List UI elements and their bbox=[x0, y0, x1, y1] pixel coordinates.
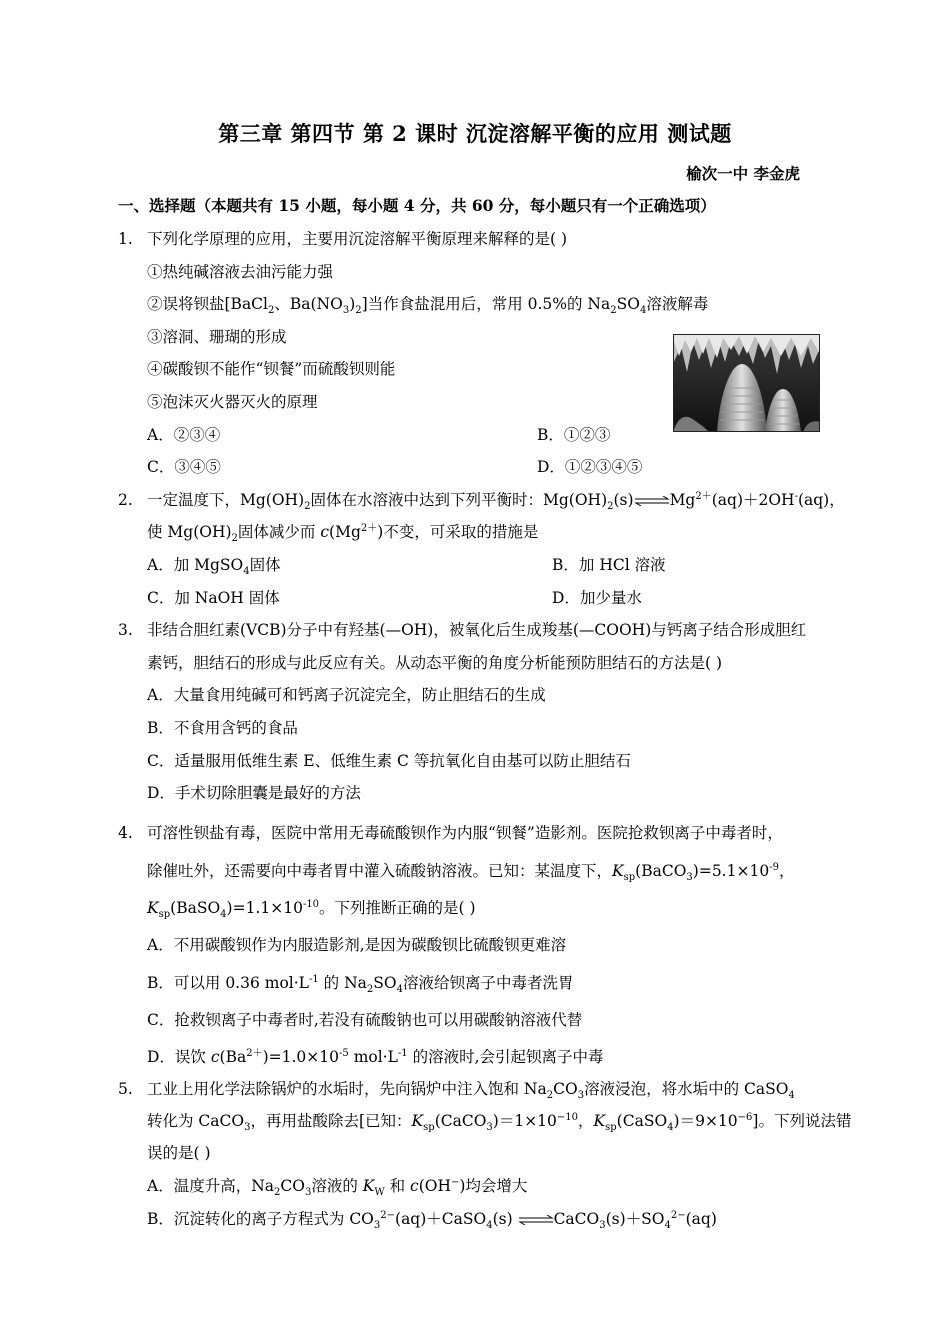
option-c: C．抢救钡离子中毒者时,若没有硫酸钠也可以用碳酸钠溶液代替 bbox=[147, 1011, 583, 1029]
equilibrium-arrow-icon bbox=[518, 1215, 554, 1225]
option-a: A．加 MgSO$_4$固体 bbox=[147, 556, 281, 578]
question-number: 3. bbox=[118, 621, 133, 639]
statement-item: ⑤泡沫灭火器灭火的原理 bbox=[147, 393, 318, 411]
question-stem: 一定温度下，$Mg(OH)_2$固体在水溶液中达到下列平衡时：$Mg(OH)_2(s)$ $Mg^{2+}(aq)+2OH^-(aq)$， bbox=[147, 490, 845, 513]
statement-item: ④碳酸钡不能作“钡餐”而硫酸钡则能 bbox=[147, 360, 396, 378]
option-a: A．温度升高，$Na_2CO_3$溶液的 $K_W$ 和 c(OH−)均会增大 bbox=[147, 1176, 528, 1199]
equilibrium-arrow-icon bbox=[634, 496, 670, 506]
cave-stalactite-photo bbox=[673, 334, 820, 432]
option-d: D．手术切除胆囊是最好的方法 bbox=[147, 784, 361, 802]
question-stem: 工业上用化学法除锅炉的水垢时，先向锅炉中注入饱和 $Na_2CO_3$溶液浸泡，将水垢中的 CaSO$_4$ bbox=[147, 1080, 795, 1102]
option-b: B．沉淀转化的离子方程式为 $CO_3^{2-}(aq)+CaSO_4(s)$ $CaCO_3(s)+SO_4^{2-}(aq)$ bbox=[147, 1209, 717, 1232]
question-stem-cont: 转化为 CaCO$_3$，再用盐酸除去[已知：$K_{sp}(CaCO_3)=1\times 10^{-10}$，$K_{sp}(CaSO_4)=9\times 10^{-6}$]。下列说法错 bbox=[147, 1111, 852, 1134]
question-stem-cont: 使 $Mg(OH)_2$固体减少而 $c(Mg^{2+})$不变，可采取的措施是 bbox=[147, 522, 539, 545]
question-stem: 非结合胆红素(VCB)分子中有羟基(—OH)，被氧化后生成羧基(—COOH)与钙离子结合形成胆红 bbox=[147, 621, 807, 639]
option-b: B．加 HCl 溶液 bbox=[552, 556, 666, 574]
option-c: C．适量服用低维生素 E、低维生素 C 等抗氧化自由基可以防止胆结石 bbox=[147, 752, 631, 770]
option-d: D．①②③④⑤ bbox=[537, 458, 643, 476]
question-stem: 可溶性钡盐有毒，医院中常用无毒硫酸钡作为内服“钡餐”造影剂。医院抢救钡离子中毒者时， bbox=[147, 824, 783, 842]
question-number: 5. bbox=[118, 1080, 133, 1098]
statement-item: ③溶洞、珊瑚的形成 bbox=[147, 328, 287, 346]
option-a: A．不用碳酸钡作为内服造影剂,是因为碳酸钡比硫酸钡更难溶 bbox=[147, 936, 567, 954]
option-a: A．大量食用纯碱可和钙离子沉淀完全，防止胆结石的生成 bbox=[147, 686, 546, 704]
option-c: C．加 NaOH 固体 bbox=[147, 589, 280, 607]
question-stem-cont: 素钙，胆结石的形成与此反应有关。从动态平衡的角度分析能预防胆结石的方法是( ) bbox=[147, 654, 723, 672]
option-d: D．误饮 $c(Ba^{2+})=1.0\times 10^{-5}$ $mol\cdot L^{-1}$ 的溶液时,会引起钡离子中毒 bbox=[147, 1047, 604, 1066]
question-stem-cont: 除催吐外，还需要向中毒者胃中灌入硫酸钠溶液。已知：某温度下，$K_{sp}(BaCO_3)=5.1\times 10^{-9}$， bbox=[147, 861, 795, 884]
author-line: 榆次一中 李金虎 bbox=[686, 164, 800, 183]
option-b: B．①②③ bbox=[537, 426, 611, 444]
statement-item: ①热纯碱溶液去油污能力强 bbox=[147, 263, 334, 281]
option-a: A．②③④ bbox=[147, 426, 221, 444]
option-c: C．③④⑤ bbox=[147, 458, 221, 476]
option-b: B．可以用 0.36 $mol\cdot L^{-1}$ 的 $Na_2SO_4$溶液给钡离子中毒者洗胃 bbox=[147, 973, 574, 996]
question-number: 1. bbox=[118, 230, 133, 248]
section-header: 一、选择题（本题共有 15 小题，每小题 4 分，共 60 分，每小题只有一个正确选项） bbox=[118, 196, 716, 215]
question-number: 2. bbox=[118, 491, 133, 509]
question-stem: 下列化学原理的应用，主要用沉淀溶解平衡原理来解释的是( ) bbox=[147, 230, 568, 248]
statement-item: ②误将钡盐[BaCl$_2$、$Ba(NO_3)_2$]当作食盐混用后，常用 0.5%的 $Na_2SO_4$溶液解毒 bbox=[147, 295, 709, 317]
question-stem-cont: $K_{sp}(BaSO_4)=1.1\times 10^{-10}$。下列推断正确的是( ) bbox=[147, 898, 476, 921]
option-d: D．加少量水 bbox=[552, 589, 642, 607]
page-title: 第三章 第四节 第 2 课时 沉淀溶解平衡的应用 测试题 bbox=[218, 121, 732, 146]
question-number: 4. bbox=[118, 824, 133, 842]
question-stem-cont: 误的是( ) bbox=[147, 1144, 211, 1162]
option-b: B．不食用含钙的食品 bbox=[147, 719, 298, 737]
